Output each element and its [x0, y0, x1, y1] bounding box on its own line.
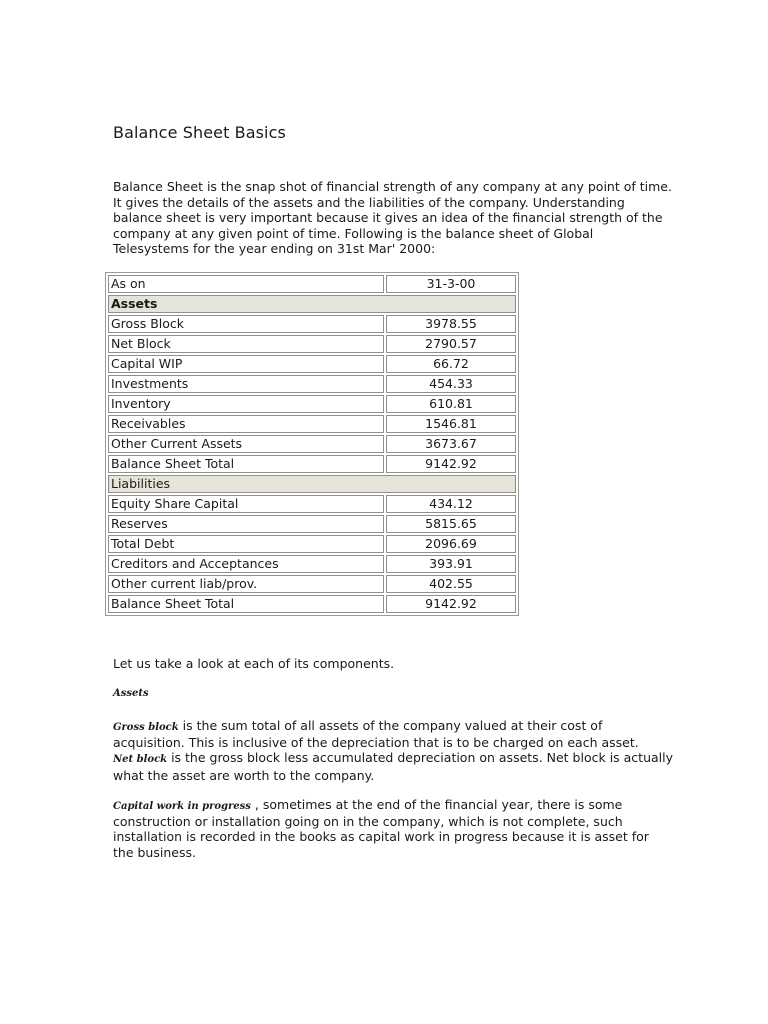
- table-header-label: As on: [108, 275, 384, 293]
- row-value: 454.33: [386, 375, 516, 393]
- net-block-term: Net block: [113, 754, 168, 766]
- table-row: [108, 555, 516, 573]
- row-value: 393.91: [386, 555, 516, 573]
- row-value: 5815.65: [386, 515, 516, 533]
- capital-wip-term: Capital work in progress: [113, 801, 251, 812]
- row-value: 610.81: [386, 395, 516, 413]
- gross-block-term: Gross block: [113, 722, 179, 733]
- table-row: [108, 355, 516, 373]
- table-row: [108, 535, 516, 553]
- row-value: 2790.57: [386, 335, 516, 353]
- row-value: 66.72: [386, 355, 516, 373]
- page-title: Balance Sheet Basics: [113, 123, 286, 142]
- row-label: Total Debt: [108, 535, 384, 553]
- row-label: Balance Sheet Total: [108, 595, 384, 613]
- table-row: [108, 315, 516, 333]
- assets-section-heading: Assets: [108, 295, 516, 313]
- row-label: Reserves: [108, 515, 384, 533]
- table-row: [108, 515, 516, 533]
- row-value: 9142.92: [386, 595, 516, 613]
- table-row: [108, 495, 516, 513]
- net-block-text: is the gross block less accumulated depreciation on assets. Net block is actually what the asset are worth to the company.: [113, 750, 674, 783]
- row-label: Creditors and Acceptances: [108, 555, 384, 573]
- row-label: Investments: [108, 375, 384, 393]
- balance-sheet-table: [105, 272, 519, 616]
- table-row: [108, 575, 516, 593]
- row-label: Equity Share Capital: [108, 495, 384, 513]
- table-row: [108, 455, 516, 473]
- capital-wip-paragraph: [113, 797, 673, 860]
- liabilities-section-heading: Liabilities: [108, 475, 516, 493]
- table-row: [108, 435, 516, 453]
- liabilities-section-row: [108, 475, 516, 493]
- row-label: Balance Sheet Total: [108, 455, 384, 473]
- row-label: Capital WIP: [108, 355, 384, 373]
- row-value: 2096.69: [386, 535, 516, 553]
- table-row: [108, 415, 516, 433]
- gross-block-text: is the sum total of all assets of the company valued at their cost of acquisition. This is inclusive of the depreciation that is to be charged on each asset.: [113, 718, 639, 751]
- capital-wip-text: , sometimes at the end of the financial year, there is some construction or installation going on in the company, which is not complete, such installation is recorded in the books as capital work in progress because it is asset for the business.: [113, 797, 649, 860]
- row-label: Gross Block: [108, 315, 384, 333]
- row-value: 9142.92: [386, 455, 516, 473]
- row-value: 402.55: [386, 575, 516, 593]
- row-label: Net Block: [108, 335, 384, 353]
- table-row: [108, 375, 516, 393]
- gross-block-paragraph: [113, 718, 673, 783]
- row-label: Receivables: [108, 415, 384, 433]
- table-header-value: 31-3-00: [386, 275, 516, 293]
- row-value: 1546.81: [386, 415, 516, 433]
- row-value: 3673.67: [386, 435, 516, 453]
- table-row: [108, 395, 516, 413]
- intro-paragraph: Balance Sheet is the snap shot of financial strength of any company at any point of time. It gives the details of the assets and the liabilities of the company. Understanding balance sheet is very important because it gives an idea of the financial strength of the company at any given point of time. Following is the balance sheet of Global Telesystems for the year ending on 31st Mar' 2000:: [113, 179, 672, 257]
- row-label: Inventory: [108, 395, 384, 413]
- row-value: 434.12: [386, 495, 516, 513]
- row-label: Other Current Assets: [108, 435, 384, 453]
- assets-subheading: Assets: [113, 688, 149, 699]
- components-intro: Let us take a look at each of its components.: [113, 656, 395, 671]
- row-value: 3978.55: [386, 315, 516, 333]
- table-header-row: [108, 275, 516, 293]
- row-label: Other current liab/prov.: [108, 575, 384, 593]
- table-row: [108, 595, 516, 613]
- assets-section-row: [108, 295, 516, 313]
- table-row: [108, 335, 516, 353]
